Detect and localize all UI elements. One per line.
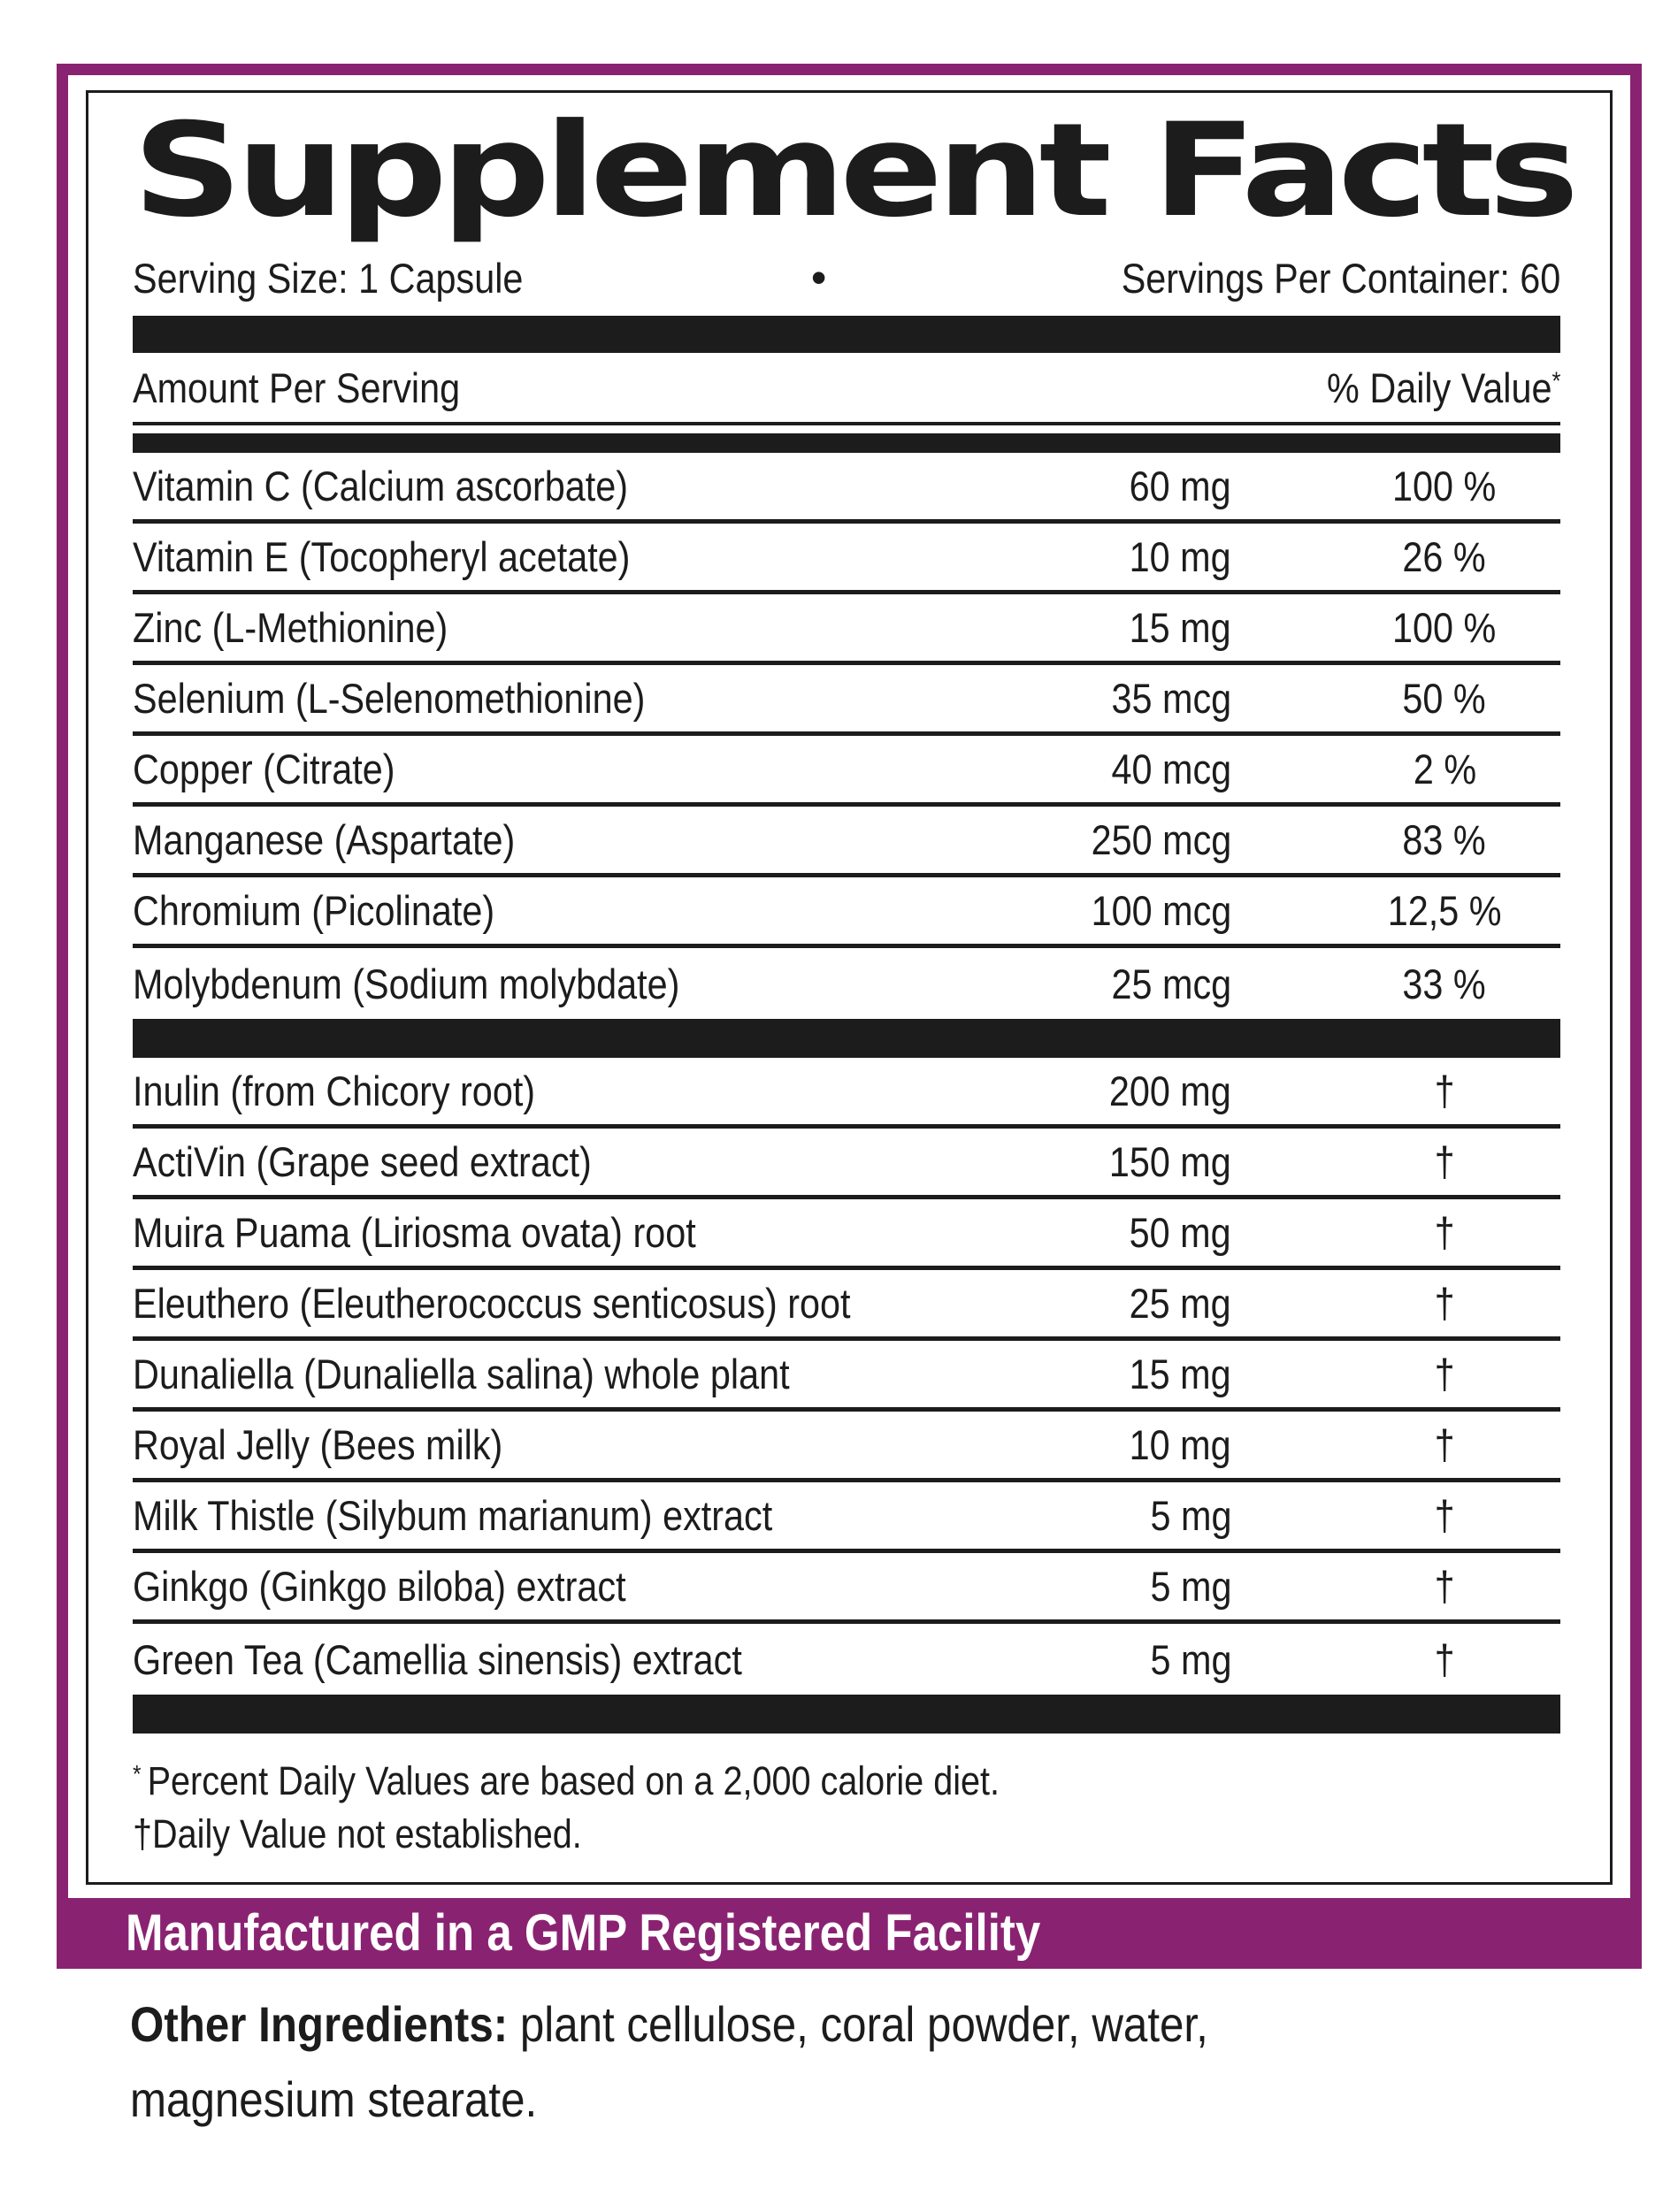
ingredient-amount: 50 mg	[1130, 1209, 1231, 1256]
ingredient-daily-value-cell	[1329, 1208, 1560, 1257]
gmp-banner-text: Manufactured in a GMP Registered Facility	[126, 1903, 1041, 1962]
column-header-row	[133, 353, 1560, 422]
ingredient-amount-cell	[966, 1420, 1231, 1469]
ingredient-name: Royal Jelly (Bees milk)	[133, 1421, 503, 1468]
label-frame	[57, 64, 1642, 1969]
ingredient-name-cell	[133, 1067, 966, 1115]
supplement-facts-panel	[86, 90, 1613, 1885]
panel-title-row	[133, 96, 1574, 246]
ingredient-name-cell	[133, 1635, 966, 1684]
daily-value-header: % Daily Value*	[1326, 364, 1560, 411]
ingredient-name-cell	[133, 532, 966, 581]
ingredient-name-cell	[133, 1350, 966, 1398]
footnote-asterisk-text: Percent Daily Values are based on a 2,000 calorie diet.	[147, 1757, 1000, 1803]
ingredient-daily-value: 83 %	[1402, 816, 1487, 863]
ingredient-amount: 15 mg	[1130, 1351, 1231, 1397]
table-row	[133, 948, 1560, 1019]
table-row	[133, 453, 1560, 524]
ingredient-daily-value-cell	[1329, 1420, 1560, 1469]
ingredient-amount: 10 mg	[1130, 533, 1231, 580]
table-row	[133, 1624, 1560, 1695]
ingredient-daily-value-cell	[1329, 886, 1560, 935]
ingredient-daily-value-cell	[1329, 462, 1560, 510]
ingredient-amount-cell	[966, 886, 1231, 935]
ingredient-amount: 250 mcg	[1091, 816, 1231, 863]
table-row	[133, 877, 1560, 948]
ingredient-daily-value: †	[1434, 1563, 1455, 1610]
panel-title: Supplement Facts	[133, 96, 1574, 246]
serving-size-text: Serving Size: 1 Capsule	[133, 254, 524, 302]
ingredient-daily-value: †	[1434, 1068, 1455, 1114]
footnote-dagger-text: †Daily Value not established.	[133, 1810, 582, 1856]
ingredient-name-cell	[133, 1491, 966, 1540]
divider-bar-middle	[133, 1019, 1560, 1058]
ingredient-amount: 100 mcg	[1091, 887, 1231, 934]
label-inner-margin	[68, 75, 1630, 1898]
ingredient-amount: 10 mg	[1130, 1421, 1231, 1468]
ingredient-amount-cell	[966, 1067, 1231, 1115]
ingredient-name: Zinc (L-Methionine)	[133, 604, 448, 651]
ingredient-amount: 5 mg	[1150, 1563, 1231, 1610]
ingredient-name: Selenium (L-Selenomethionine)	[133, 675, 646, 722]
ingredient-amount-cell	[966, 745, 1231, 793]
daily-value-asterisk: *	[1552, 366, 1560, 395]
table-row	[133, 1270, 1560, 1341]
ingredient-amount-cell	[966, 1137, 1231, 1186]
ingredient-daily-value: †	[1434, 1209, 1455, 1256]
minerals-section	[133, 453, 1560, 1019]
ingredient-daily-value: 33 %	[1402, 960, 1487, 1007]
ingredient-name: Vitamin C (Calcium ascorbate)	[133, 463, 629, 509]
botanicals-section	[133, 1058, 1560, 1695]
ingredient-daily-value: †	[1434, 1351, 1455, 1397]
ingredient-daily-value-cell	[1329, 1562, 1560, 1611]
table-row	[133, 1058, 1560, 1129]
ingredient-amount-cell	[966, 960, 1231, 1008]
ingredient-name: Chromium (Picolinate)	[133, 887, 495, 934]
footnote-dagger	[133, 1808, 1560, 1861]
ingredient-daily-value-cell	[1329, 960, 1560, 1008]
table-row	[133, 665, 1560, 736]
ingredient-daily-value-cell	[1329, 745, 1560, 793]
bullet-separator: •	[810, 253, 827, 302]
ingredient-daily-value-cell	[1329, 1635, 1560, 1684]
ingredient-name: Vitamin E (Tocopheryl acetate)	[133, 533, 631, 580]
ingredient-name-cell	[133, 815, 966, 864]
ingredient-daily-value: 2 %	[1413, 746, 1476, 792]
ingredient-name: Green Tea (Camellia sinensis) extract	[133, 1635, 742, 1683]
ingredient-name-cell	[133, 960, 966, 1008]
divider-bar-under-header-fill	[133, 433, 1560, 453]
ingredient-name: Milk Thistle (Silybum marianum) extract	[133, 1492, 773, 1539]
table-row	[133, 1553, 1560, 1624]
other-ingredients-label: Other Ingredients:	[130, 1996, 509, 2052]
ingredient-amount: 25 mg	[1130, 1280, 1231, 1327]
gmp-banner	[57, 1898, 1642, 1969]
ingredient-name: ActiVin (Grape seed extract)	[133, 1138, 592, 1185]
ingredient-name-cell	[133, 1562, 966, 1611]
ingredient-name: Copper (Citrate)	[133, 746, 395, 792]
ingredient-daily-value: 26 %	[1402, 533, 1487, 580]
ingredient-amount: 25 mcg	[1111, 960, 1231, 1007]
ingredient-amount-cell	[966, 1279, 1231, 1328]
ingredient-daily-value: †	[1434, 1492, 1455, 1539]
ingredient-daily-value-cell	[1329, 1491, 1560, 1540]
ingredient-daily-value-cell	[1329, 1137, 1560, 1186]
ingredient-name-cell	[133, 886, 966, 935]
ingredient-daily-value: 100 %	[1392, 604, 1497, 651]
ingredient-amount-cell	[966, 462, 1231, 510]
ingredient-daily-value: 12,5 %	[1387, 887, 1502, 934]
ingredient-amount-cell	[966, 1635, 1231, 1684]
ingredient-daily-value-cell	[1329, 815, 1560, 864]
ingredient-amount-cell	[966, 1350, 1231, 1398]
ingredient-daily-value: †	[1434, 1280, 1455, 1327]
ingredient-name-cell	[133, 1420, 966, 1469]
ingredient-name: Dunaliella (Dunaliella salina) whole plant	[133, 1351, 790, 1397]
ingredient-name-cell	[133, 674, 966, 723]
table-row	[133, 524, 1560, 594]
ingredient-amount-cell	[966, 1562, 1231, 1611]
ingredient-daily-value-cell	[1329, 1350, 1560, 1398]
table-row	[133, 807, 1560, 877]
ingredient-amount-cell	[966, 603, 1231, 652]
ingredient-daily-value-cell	[1329, 674, 1560, 723]
ingredient-daily-value-cell	[1329, 532, 1560, 581]
ingredient-name-cell	[133, 1208, 966, 1257]
ingredient-name-cell	[133, 1137, 966, 1186]
ingredient-name: Manganese (Aspartate)	[133, 816, 516, 863]
ingredient-amount: 40 mcg	[1111, 746, 1231, 792]
ingredient-amount: 35 mcg	[1111, 675, 1231, 722]
ingredient-name-cell	[133, 745, 966, 793]
other-ingredients	[130, 1986, 1616, 2137]
ingredient-amount: 5 mg	[1150, 1635, 1231, 1683]
ingredient-name-cell	[133, 603, 966, 652]
table-row	[133, 1341, 1560, 1412]
footnote-daily-value	[133, 1748, 1560, 1808]
other-ingredients-paragraph	[130, 1986, 1437, 2137]
ingredient-amount: 15 mg	[1130, 604, 1231, 651]
other-ingredients-text: plant cellulose, coral powder, water, magnesium stearate.	[130, 1996, 1208, 2127]
ingredient-name: Ginkgo (Ginkgo вiloba) extract	[133, 1563, 626, 1610]
table-row	[133, 594, 1560, 665]
table-row	[133, 1482, 1560, 1553]
servings-per-container-text: Servings Per Container: 60	[1121, 254, 1560, 302]
ingredient-amount: 200 mg	[1109, 1068, 1231, 1114]
divider-bar-under-header	[133, 422, 1560, 453]
ingredient-daily-value: 50 %	[1402, 675, 1487, 722]
ingredient-daily-value: †	[1434, 1635, 1455, 1683]
table-row	[133, 1412, 1560, 1482]
ingredient-daily-value: †	[1434, 1421, 1455, 1468]
divider-bar-top	[133, 316, 1560, 353]
serving-row	[133, 252, 1560, 303]
ingredient-amount-cell	[966, 532, 1231, 581]
ingredient-amount: 150 mg	[1109, 1138, 1231, 1185]
ingredient-daily-value: 100 %	[1392, 463, 1497, 509]
table-row	[133, 1199, 1560, 1270]
footnote-asterisk: *	[133, 1760, 142, 1787]
ingredient-amount-cell	[966, 1208, 1231, 1257]
ingredient-amount-cell	[966, 674, 1231, 723]
ingredient-daily-value-cell	[1329, 603, 1560, 652]
ingredient-amount: 60 mg	[1130, 463, 1231, 509]
table-row	[133, 1129, 1560, 1199]
table-row	[133, 736, 1560, 807]
ingredient-daily-value-cell	[1329, 1067, 1560, 1115]
divider-bar-bottom	[133, 1695, 1560, 1734]
ingredient-name: Inulin (from Chicory root)	[133, 1068, 536, 1114]
footnotes	[133, 1734, 1560, 1868]
ingredient-name: Eleuthero (Eleutherococcus senticosus) root	[133, 1280, 851, 1327]
ingredient-amount: 5 mg	[1150, 1492, 1231, 1539]
ingredient-daily-value-cell	[1329, 1279, 1560, 1328]
ingredient-amount-cell	[966, 1491, 1231, 1540]
ingredient-name-cell	[133, 1279, 966, 1328]
ingredient-amount-cell	[966, 815, 1231, 864]
ingredient-name: Muira Puama (Liriosma ovata) root	[133, 1209, 696, 1256]
amount-per-serving-header: Amount Per Serving	[133, 364, 461, 411]
ingredient-name: Molybdenum (Sodium molybdate)	[133, 960, 680, 1007]
ingredient-name-cell	[133, 462, 966, 510]
ingredient-daily-value: †	[1434, 1138, 1455, 1185]
